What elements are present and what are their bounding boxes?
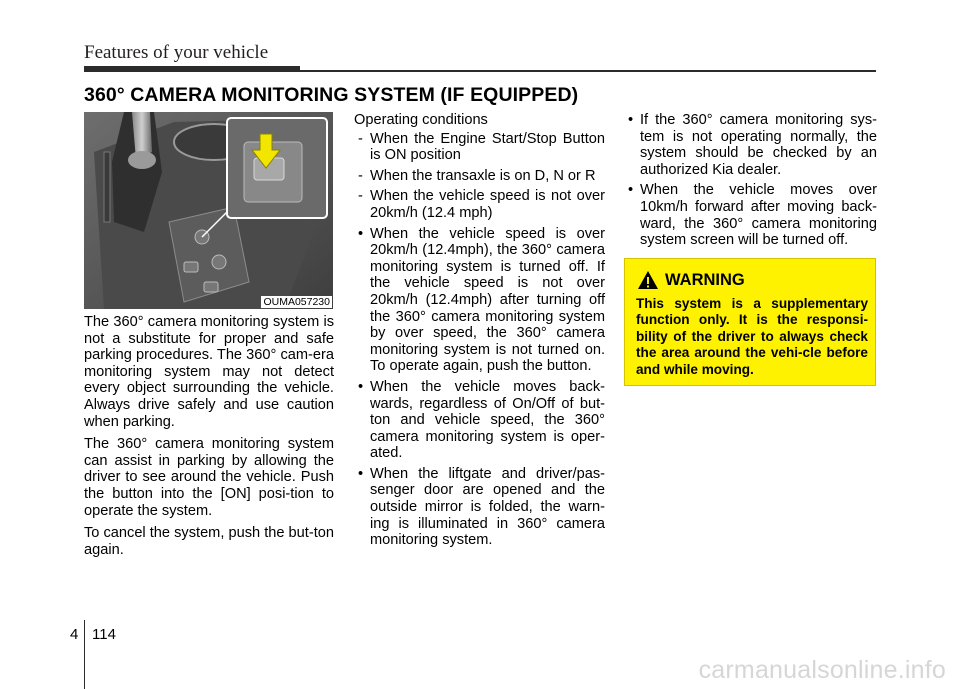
condition-text: When the Engine Start/Stop Button is ON position bbox=[370, 130, 605, 164]
bullet-text: If the 360° camera monitoring sys-tem is not operating normally, the system should be checked by an authorized Kia dealer. bbox=[640, 112, 877, 178]
watermark: carmanualsonline.info bbox=[698, 656, 946, 684]
condition-item bbox=[354, 131, 605, 164]
bullet-item bbox=[354, 466, 605, 549]
console-photo bbox=[84, 112, 333, 309]
console-illustration bbox=[84, 112, 333, 309]
column-3 bbox=[624, 112, 877, 253]
header-rule bbox=[300, 70, 876, 72]
bullet-marker: • bbox=[358, 465, 364, 482]
dash-marker: - bbox=[358, 188, 363, 205]
bullet-text: When the vehicle speed is over 20km/h (12.4mph), the 360° camera monitoring system is turned off. If the vehicle speed is not over 20km/h (12.4mph) after turning off the 360° camera monitoring system by over speed, the 360° camera monitoring system is not turned on. To operate again, push the button. bbox=[370, 225, 605, 375]
warning-box bbox=[624, 258, 876, 386]
bullet-marker: • bbox=[358, 225, 364, 242]
header-bar bbox=[84, 66, 300, 72]
paragraph: To cancel the system, push the but-ton again. bbox=[84, 525, 334, 558]
condition-text: When the transaxle is on D, N or R bbox=[370, 167, 596, 184]
conditions-heading: Operating conditions bbox=[354, 112, 488, 128]
warning-title: WARNING bbox=[665, 270, 745, 289]
bullet-marker: • bbox=[628, 182, 634, 199]
condition-text: When the vehicle speed is not over 20km/h (12.4 mph) bbox=[370, 188, 605, 221]
warning-header bbox=[637, 269, 745, 291]
running-header: Features of your vehicle bbox=[84, 42, 269, 63]
bullet-item bbox=[354, 379, 605, 462]
condition-item bbox=[354, 188, 605, 221]
figure-code: OUMA057230 bbox=[263, 296, 330, 308]
bullet-item bbox=[624, 182, 877, 248]
bullet-text: When the vehicle moves back-wards, regardless of On/Off of but-ton and vehicle speed, the 360° camera monitoring system is oper-ated. bbox=[370, 378, 605, 462]
dash-marker: - bbox=[358, 167, 363, 184]
bullet-marker: • bbox=[628, 112, 634, 128]
paragraph: The 360° camera monitoring system can assist in parking by allowing the driver to see around the vehicle. Push the button into the [ON] posi-tion to operate the system. bbox=[84, 436, 334, 519]
dash-marker: - bbox=[358, 130, 363, 147]
warning-text: This system is a supplementary function only. It is the responsi-bility of the driver to always check the area around the vehi-cle before and while moving. bbox=[636, 296, 868, 377]
column-2 bbox=[354, 112, 605, 553]
page-number: 114 bbox=[92, 626, 116, 643]
bullet-text: When the liftgate and driver/pas-senger door are opened and the outside mirror is folded, the warn-ing is illuminated in 360° camera monitoring system. bbox=[370, 465, 605, 549]
condition-item bbox=[354, 168, 605, 185]
bullet-item bbox=[624, 112, 877, 178]
bullet-item bbox=[354, 226, 605, 375]
bullet-text: When the vehicle moves over 10km/h forward after moving back-ward, the 360° camera monitoring system screen will be turned off. bbox=[640, 182, 877, 249]
bullet-marker: • bbox=[358, 378, 364, 395]
paragraph: The 360° camera monitoring system is not a substitute for proper and safe parking procedures. The 360° cam-era monitoring system may not detect every object surrounding the vehicle. Always drive safely and use caution when parking. bbox=[84, 314, 334, 430]
chapter-number: 4 bbox=[70, 626, 79, 643]
footer-rule bbox=[84, 620, 85, 689]
warning-triangle-icon bbox=[637, 270, 659, 290]
section-title: 360° CAMERA MONITORING SYSTEM (IF EQUIPPED) bbox=[84, 84, 579, 106]
column-1 bbox=[84, 314, 334, 564]
